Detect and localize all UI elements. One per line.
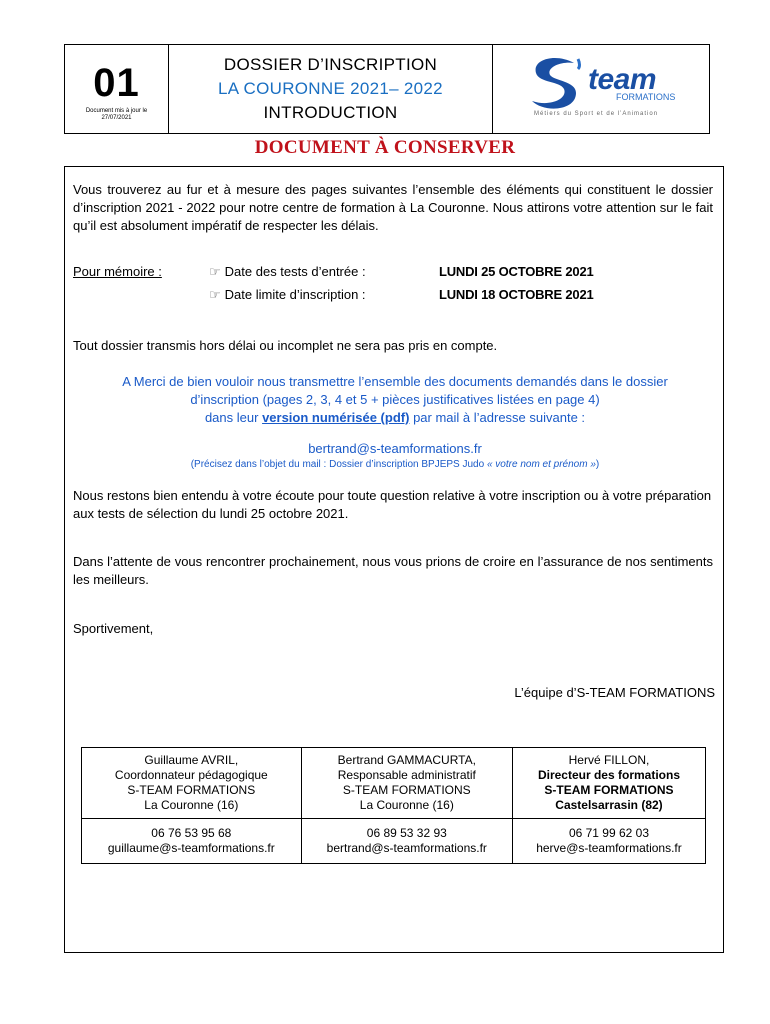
steam-logo-mark-icon	[526, 55, 588, 115]
memo-date-deadline: LUNDI 18 OCTOBRE 2021	[439, 287, 594, 302]
memo-item-tests	[209, 264, 366, 280]
availability-paragraph: Nous restons bien entendu à votre écoute pour toute question relative à votre inscription ou à votre préparation aux tests de sélection du lundi 25 octobre 2021.	[73, 488, 712, 521]
logo-formations-text: FORMATIONS	[616, 92, 676, 102]
contacts-table	[81, 747, 706, 864]
memo-item-deadline	[209, 287, 366, 303]
title-dossier: DOSSIER D’INSCRIPTION	[223, 55, 438, 74]
contact-role: Coordonnateur pédagogique	[114, 768, 268, 782]
request-line: d’inscription (pages 2, 3, 4 et 5 + pièces justificatives listées en page 4)	[190, 392, 600, 407]
pointing-hand-icon: ☞	[209, 287, 221, 302]
contact-email-link[interactable]: bertrand@s-teamformations.fr	[308, 441, 482, 456]
contact-cell-herve	[512, 748, 705, 819]
email-note-close: )	[595, 459, 600, 470]
memo-date-tests: LUNDI 25 OCTOBRE 2021	[439, 264, 594, 279]
request-paragraph	[65, 373, 725, 427]
contact-email[interactable]: guillaume@s-teamformations.fr	[107, 841, 275, 855]
contact-org: S-TEAM FORMATIONS	[127, 783, 256, 797]
contacts-phone-row	[82, 819, 706, 864]
contact-role: Directeur des formations	[537, 768, 680, 782]
contacts-info-row	[82, 748, 706, 819]
contact-role: Responsable administratif	[337, 768, 476, 782]
contact-name: Bertrand GAMMACURTA,	[337, 753, 476, 767]
contact-email[interactable]: herve@s-teamformations.fr	[536, 841, 682, 855]
doc-number: 01	[93, 61, 140, 105]
pointing-hand-icon: ☞	[209, 264, 221, 279]
request-text: dans leur	[204, 410, 259, 425]
contact-cell-bertrand	[301, 748, 512, 819]
doc-title-cell	[169, 45, 493, 133]
keep-document-banner: DOCUMENT À CONSERVER	[254, 137, 516, 158]
doc-update-value: 27/07/2021	[101, 115, 132, 121]
contact-name: Hervé FILLON,	[568, 753, 650, 767]
memo-item-label: Date des tests d’entrée :	[224, 264, 366, 279]
contact-phone-cell	[512, 819, 705, 864]
contact-org: S-TEAM FORMATIONS	[342, 783, 471, 797]
logo-team-text: team	[588, 63, 657, 96]
request-text: par mail à l’adresse suivante :	[413, 410, 586, 425]
contact-email[interactable]: bertrand@s-teamformations.fr	[326, 841, 487, 855]
contact-cell-guillaume	[82, 748, 302, 819]
contact-place: Castelsarrasin (82)	[555, 798, 663, 812]
logo-tagline: Métiers du Sport et de l’Animation	[534, 111, 659, 117]
salutation: Sportivement,	[73, 621, 154, 636]
contact-place: La Couronne (16)	[144, 798, 239, 812]
email-note-text: (Précisez dans l’objet du mail : Dossier d’inscription BPJEPS Judo	[190, 459, 485, 470]
email-note-italic: « votre nom et prénom »	[486, 459, 596, 470]
late-notice: Tout dossier transmis hors délai ou incomplet ne sera pas pris en compte.	[73, 338, 498, 353]
pdf-version-link[interactable]: version numérisée (pdf)	[262, 410, 410, 425]
document-header	[64, 44, 710, 134]
contact-place: La Couronne (16)	[359, 798, 454, 812]
request-line	[65, 409, 725, 427]
request-line: A Merci de bien vouloir nous transmettre l’ensemble des documents demandés dans le dossier	[122, 374, 668, 389]
title-section: INTRODUCTION	[263, 103, 398, 122]
contact-phone-cell	[82, 819, 302, 864]
contact-phone-cell	[301, 819, 512, 864]
doc-update-date	[86, 108, 147, 122]
contact-org: S-TEAM FORMATIONS	[544, 783, 674, 797]
memo-item-label: Date limite d’inscription :	[224, 287, 366, 302]
signature: L’équipe d’S-TEAM FORMATIONS	[514, 685, 715, 700]
contact-phone[interactable]: 06 76 53 95 68	[151, 826, 232, 840]
email-subject-note	[65, 459, 725, 470]
intro-paragraph: Vous trouverez au fur et à mesure des pages suivantes l’ensemble des éléments qui constituent le dossier d’inscription 2021 - 2022 pour notre centre de formation à La Couronne. Nous attirons votre attention sur le fait qu’il est absolument impératif de respecter les délais.	[73, 182, 713, 233]
memo-label: Pour mémoire :	[73, 264, 162, 279]
contact-name: Guillaume AVRIL,	[144, 753, 239, 767]
closing-paragraph: Dans l’attente de vous rencontrer prochainement, nous vous prions de croire en l’assurance de nos sentiments les meilleurs.	[73, 554, 713, 587]
doc-number-cell	[65, 45, 169, 133]
doc-update-label: Document mis à jour le	[85, 108, 148, 114]
contact-phone[interactable]: 06 89 53 32 93	[366, 826, 447, 840]
title-session: LA COURONNE 2021– 2022	[218, 79, 443, 98]
contact-phone[interactable]: 06 71 99 62 03	[568, 826, 650, 840]
logo-cell	[493, 45, 709, 133]
letter-body	[64, 166, 724, 953]
steam-logo	[526, 49, 676, 129]
